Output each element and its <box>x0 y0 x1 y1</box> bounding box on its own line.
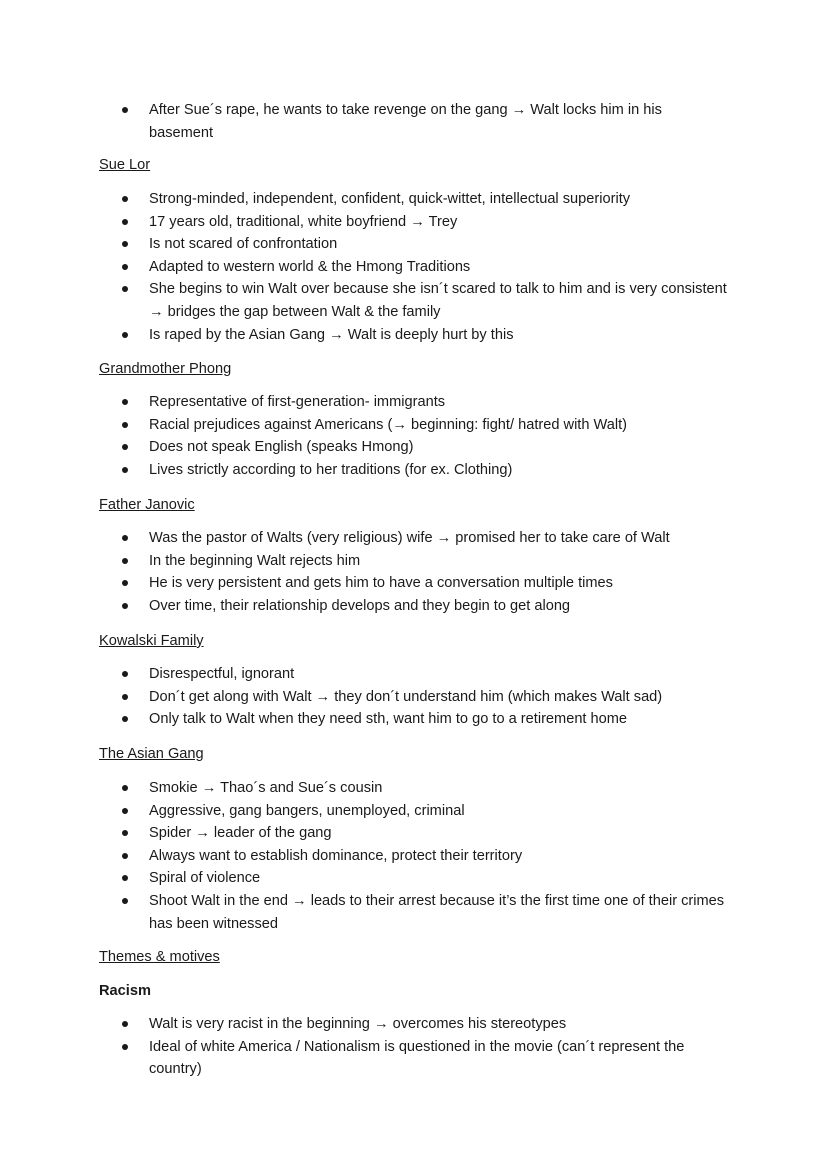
list-item: Lives strictly according to her traditions (for ex. Clothing) <box>0 459 828 482</box>
list-item: Is raped by the Asian Gang → Walt is deeply hurt by this <box>0 324 828 347</box>
bullet-icon <box>122 694 128 700</box>
list-item: Spiral of violence <box>0 867 828 890</box>
bullet-icon <box>122 785 128 791</box>
list-item: Adapted to western world & the Hmong Traditions <box>0 256 828 279</box>
list-item: Is not scared of confrontation <box>0 233 828 256</box>
list-item: Does not speak English (speaks Hmong) <box>0 436 828 459</box>
bullet-icon <box>122 603 128 609</box>
heading-asian-gang: The Asian Gang <box>99 746 204 762</box>
racism-bullets <box>0 1013 828 1081</box>
list-item: Only talk to Walt when they need sth, want him to go to a retirement home <box>0 708 828 731</box>
bullet-icon <box>122 716 128 722</box>
bullet-icon <box>122 444 128 450</box>
father-janovic-bullets <box>0 527 828 617</box>
bullet-icon <box>122 422 128 428</box>
heading-sue-lor: Sue Lor <box>99 157 151 173</box>
bullet-icon <box>122 1021 128 1027</box>
kowalski-family-bullets <box>0 663 828 731</box>
subheading-racism: Racism <box>99 983 151 999</box>
list-item: Disrespectful, ignorant <box>0 663 828 686</box>
bullet-icon <box>122 467 128 473</box>
heading-themes-motives: Themes & motives <box>99 949 220 965</box>
list-item: Over time, their relationship develops and they begin to get along <box>0 595 828 618</box>
list-item: Representative of first-generation- immigrants <box>0 391 828 414</box>
list-item: He is very persistent and gets him to have a conversation multiple times <box>0 572 828 595</box>
list-item: Strong-minded, independent, confident, quick-wittet, intellectual superiority <box>0 188 828 211</box>
bullet-icon <box>122 196 128 202</box>
bullet-icon <box>122 808 128 814</box>
list-item: Ideal of white America / Nationalism is questioned in the movie (can´t represent the country) <box>0 1036 828 1081</box>
list-item: Walt is very racist in the beginning → overcomes his stereotypes <box>0 1013 828 1036</box>
bullet-icon <box>122 830 128 836</box>
list-item: Smokie → Thao´s and Sue´s cousin <box>0 777 828 800</box>
heading-kowalski-family: Kowalski Family <box>99 633 204 649</box>
thao-bullets <box>0 99 828 144</box>
heading-grandmother-phong: Grandmother Phong <box>99 361 232 377</box>
bullet-icon <box>122 580 128 586</box>
grandmother-phong-bullets <box>0 391 828 481</box>
bullet-icon <box>122 875 128 881</box>
bullet-icon <box>122 219 128 225</box>
bullet-icon <box>122 535 128 541</box>
bullet-icon <box>122 671 128 677</box>
bullet-icon <box>122 558 128 564</box>
list-item: She begins to win Walt over because she isn´t scared to talk to him and is very consistent → bridges the gap between Walt & the family <box>0 278 828 323</box>
bullet-icon <box>122 399 128 405</box>
bullet-icon <box>122 898 128 904</box>
bullet-icon <box>122 107 128 113</box>
bullet-icon <box>122 1044 128 1050</box>
list-item: Aggressive, gang bangers, unemployed, criminal <box>0 800 828 823</box>
list-item: Shoot Walt in the end → leads to their arrest because it’s the first time one of their crimes has been witnessed <box>0 890 828 935</box>
bullet-icon <box>122 241 128 247</box>
list-item: After Sue´s rape, he wants to take revenge on the gang → Walt locks him in his basement <box>0 99 828 144</box>
bullet-icon <box>122 264 128 270</box>
list-item: In the beginning Walt rejects him <box>0 550 828 573</box>
list-item: Was the pastor of Walts (very religious) wife → promised her to take care of Walt <box>0 527 828 550</box>
bullet-icon <box>122 853 128 859</box>
list-item: 17 years old, traditional, white boyfriend → Trey <box>0 211 828 234</box>
list-item: Racial prejudices against Americans (→ beginning: fight/ hatred with Walt) <box>0 414 828 437</box>
list-item: Always want to establish dominance, protect their territory <box>0 845 828 868</box>
bullet-icon <box>122 286 128 292</box>
sue-lor-bullets <box>0 188 828 346</box>
bullet-icon <box>122 332 128 338</box>
list-item: Spider → leader of the gang <box>0 822 828 845</box>
asian-gang-bullets <box>0 777 828 935</box>
list-item: Don´t get along with Walt → they don´t understand him (which makes Walt sad) <box>0 686 828 709</box>
heading-father-janovic: Father Janovic <box>99 497 195 513</box>
